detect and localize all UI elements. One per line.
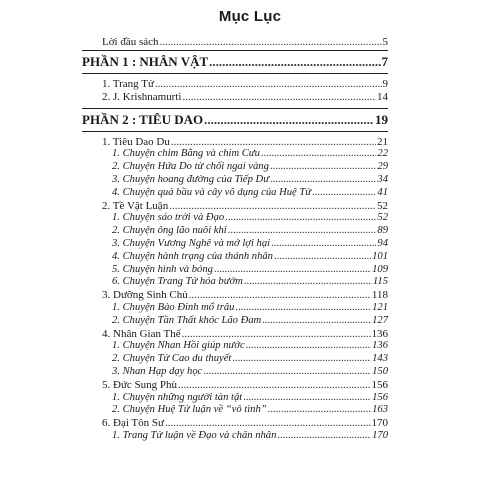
leader-dots <box>214 264 371 275</box>
toc-part-2[interactable] <box>82 109 388 131</box>
chapter-page: 118 <box>371 289 388 302</box>
leader-dots <box>232 353 371 364</box>
toc-story[interactable] <box>82 187 388 200</box>
toc-story[interactable] <box>82 251 388 264</box>
story-page: 52 <box>377 212 388 224</box>
toc-story[interactable] <box>82 392 388 405</box>
leader-dots <box>244 276 372 287</box>
toc-chapter[interactable] <box>82 91 388 104</box>
part-page: 19 <box>375 111 388 127</box>
story-label: 4. Chuyện hành trạng của thánh nhân <box>112 250 273 262</box>
leader-dots <box>171 136 376 148</box>
story-label: 4. Chuyện quả bầu và cây vô dụng của Huệ Tử <box>112 186 312 198</box>
story-page: 150 <box>372 365 388 377</box>
story-page: 136 <box>372 340 388 352</box>
leader-dots <box>204 112 374 128</box>
leader-dots <box>235 302 371 313</box>
story-page: 41 <box>377 186 388 198</box>
story-label: 2. Chuyện Huệ Tử luận về “vô tình” <box>112 404 267 416</box>
story-label: 1. Chuyện Bào Đinh mổ trâu <box>112 301 235 313</box>
leader-dots <box>189 289 371 301</box>
leader-dots <box>312 187 376 198</box>
chapter-page: 156 <box>371 378 388 391</box>
part-label: PHẦN 1 : NHÂN VẬT <box>82 54 209 69</box>
chapter-page: 52 <box>377 199 388 212</box>
story-page: 163 <box>372 404 388 416</box>
toc-story[interactable] <box>82 161 388 174</box>
story-label: 3. Chuyện Vương Nghê và mớ lợi hại <box>112 237 271 249</box>
toc-story[interactable] <box>82 225 388 238</box>
toc-chapter[interactable] <box>82 200 388 213</box>
toc-chapter[interactable] <box>82 328 388 341</box>
toc-chapter[interactable] <box>82 289 388 302</box>
leader-dots <box>261 148 377 159</box>
chapter-page: 9 <box>382 78 388 90</box>
story-label: 5. Chuyện hình và bóng <box>112 263 213 275</box>
toc-chapter[interactable] <box>82 417 388 430</box>
toc-story[interactable] <box>82 238 388 251</box>
leader-dots <box>165 417 371 429</box>
chapter-label: 4. Nhân Gian Thế <box>102 327 181 340</box>
toc-story[interactable] <box>82 212 388 225</box>
leader-dots <box>182 328 371 340</box>
entry-page: 5 <box>382 36 388 48</box>
leader-dots <box>203 366 371 377</box>
story-label: 3. Chuyện hoang đường của Tiếp Dư <box>112 173 269 185</box>
story-page: 94 <box>377 237 388 249</box>
story-page: 127 <box>372 314 388 326</box>
leader-dots <box>246 340 371 351</box>
toc-chapter[interactable] <box>82 136 388 149</box>
toc-story[interactable] <box>82 340 388 353</box>
chapter-label: 2. J. Krishnamurti <box>102 90 182 103</box>
story-page: 109 <box>372 263 388 275</box>
leader-dots <box>262 315 371 326</box>
story-page: 101 <box>372 250 388 262</box>
story-label: 1. Chuyện sáo trời và Đạo <box>112 212 225 224</box>
toc-part-1[interactable] <box>82 51 388 73</box>
toc-story[interactable] <box>82 148 388 161</box>
toc-entry-intro[interactable] <box>82 34 388 50</box>
leader-dots <box>209 54 380 70</box>
chapter-page: 136 <box>371 327 388 340</box>
part-page: 7 <box>381 54 388 69</box>
story-page: 115 <box>372 276 388 288</box>
story-page: 143 <box>372 353 388 365</box>
toc-story[interactable] <box>82 366 388 379</box>
story-page: 22 <box>377 148 388 160</box>
toc-story[interactable] <box>82 430 388 443</box>
story-page: 29 <box>377 161 388 173</box>
story-page: 34 <box>377 173 388 185</box>
story-label: 1. Trang Tử luận về Đạo và chân nhân <box>112 429 277 441</box>
toc-story[interactable] <box>82 264 388 277</box>
leader-dots <box>155 78 382 90</box>
chapter-label: 1. Tiêu Dao Du <box>102 135 170 148</box>
leader-dots <box>270 161 377 172</box>
story-page: 156 <box>372 391 388 403</box>
story-label: 2. Chuyện Tử Cao du thuyết <box>112 353 232 365</box>
leader-dots <box>274 251 371 262</box>
story-page: 121 <box>372 301 388 313</box>
story-page: 89 <box>377 225 388 237</box>
table-of-contents <box>82 34 388 443</box>
chapter-label: 3. Dưỡng Sinh Chủ <box>102 289 188 302</box>
leader-dots <box>225 212 376 223</box>
part-label: PHẦN 2 : TIÊU DAO <box>82 111 204 127</box>
toc-story[interactable] <box>82 276 388 289</box>
leader-dots <box>270 174 376 185</box>
leader-dots <box>228 225 377 236</box>
entry-label: Lời đầu sách <box>102 36 159 48</box>
story-label: 3. Nhan Hạp dạy học <box>112 365 203 377</box>
leader-dots <box>169 200 376 212</box>
chapter-label: 6. Đại Tôn Sư <box>102 417 164 430</box>
leader-dots <box>160 36 382 48</box>
toc-story[interactable] <box>82 174 388 187</box>
toc-story[interactable] <box>82 404 388 417</box>
leader-dots <box>243 392 371 403</box>
leader-dots <box>277 430 371 441</box>
leader-dots <box>268 404 371 415</box>
story-page: 170 <box>372 429 388 441</box>
story-label: 1. Chuyện Nhan Hồi giúp nước <box>112 340 245 352</box>
chapter-page: 170 <box>371 417 388 430</box>
story-label: 2. Chuyện Tần Thất khóc Lão Đam <box>112 314 262 326</box>
chapter-label: 5. Đức Sung Phù <box>102 378 178 391</box>
toc-story[interactable] <box>82 302 388 315</box>
chapter-page: 14 <box>377 90 388 103</box>
leader-dots <box>178 379 370 391</box>
story-label: 2. Chuyện Hứa Do từ chối ngai vàng <box>112 161 269 173</box>
toc-chapter[interactable] <box>82 379 388 392</box>
story-label: 2. Chuyện ông lão nuôi khỉ <box>112 225 227 237</box>
story-label: 6. Chuyện Trang Tử hóa bướm <box>112 276 243 288</box>
toc-chapter[interactable] <box>82 78 388 91</box>
chapter-label: 2. Tề Vật Luận <box>102 199 169 212</box>
story-label: 1. Chuyện chim Bằng và chim Cưu <box>112 148 260 160</box>
toc-story[interactable] <box>82 315 388 328</box>
story-label: 1. Chuyện những người tàn tật <box>112 391 243 403</box>
page-title: Mục Lục <box>218 8 282 25</box>
chapter-page: 21 <box>377 135 388 148</box>
leader-dots <box>271 238 376 249</box>
leader-dots <box>182 91 376 103</box>
chapter-label: 1. Trang Tử <box>102 78 154 90</box>
toc-story[interactable] <box>82 353 388 366</box>
